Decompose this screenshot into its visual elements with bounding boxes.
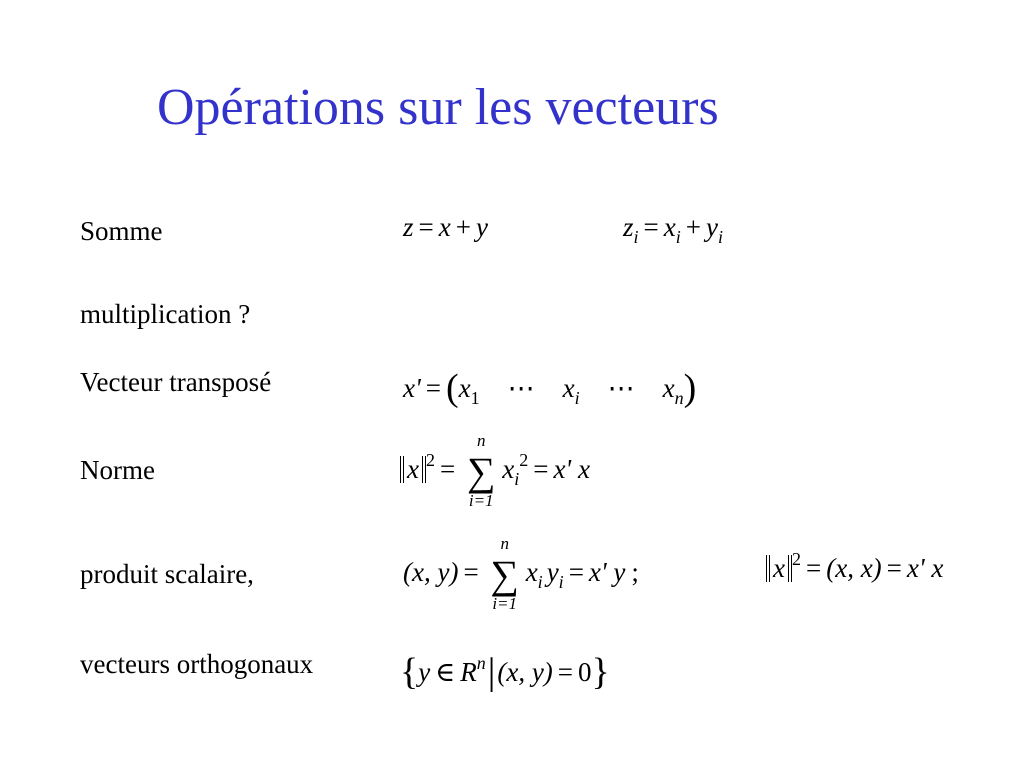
label-transpose: Vecteur transposé [80,367,272,397]
orth-bar: | [487,651,496,693]
sumc-plus: + [685,212,701,242]
dot-rhs: x' y [588,557,626,588]
dot-sigma-symbol: ∑ [490,552,519,597]
normdot-bars [766,555,792,582]
orth-in: ∈ [435,657,456,687]
norm-term: x [502,454,515,485]
norm-sigma-symbol: ∑ [466,449,496,494]
tr-eq: = [425,373,441,403]
sumc-a-sub: i [675,227,681,247]
sum-a: x [438,212,451,242]
norm-eq1: = [439,454,456,485]
dot-sigma [488,534,522,613]
orth-close: } [591,651,610,693]
dot-semicolon: ; [631,557,639,588]
formula-sum [403,214,488,241]
sumc-a: x [663,212,676,242]
norm-eq2: = [533,454,549,485]
dot-term-a: x [525,557,538,588]
label-orthogonaux: vecteurs orthogonaux [80,649,314,679]
norm-term-sub: i [514,469,520,490]
tr-x1: x [458,373,471,403]
normdot-rhs: x' x [906,553,944,583]
orth-space: R [460,657,477,687]
sumc-eq: = [643,212,659,242]
dot-sigma-lower: i=1 [492,594,518,613]
norm-sigma-upper: n [476,431,486,450]
tr-xi-sub: i [574,388,580,408]
norm-sigma-lower: i=1 [468,491,494,510]
dot-eq1: = [463,557,479,588]
normdot-eq3: = [805,553,822,583]
sumc-lhs: z [623,212,634,242]
tr-xn: x [662,373,675,403]
tr-dots2: ⋯ [607,373,635,403]
sum-lhs: z [403,212,414,242]
formula-transpose [403,366,697,409]
orth-zero: 0 [578,657,592,687]
sumc-lhs-sub: i [633,227,639,247]
norm-term-exp: 2 [519,450,529,471]
dot-sigma-upper: n [500,534,509,553]
label-scalaire: produit scalaire, [80,559,254,589]
norm-rhs: x' x [553,454,590,485]
dot-eq2: = [568,557,584,588]
orth-eq: = [557,657,574,687]
orth-var: y [418,657,431,687]
normdot-exp: 2 [791,549,801,569]
tr-lhs: x' [403,373,421,403]
tr-close: ) [683,367,697,409]
tr-dots1: ⋯ [507,373,535,403]
label-somme: Somme [80,216,163,246]
sum-b: y [475,212,488,242]
tr-xn-sub: n [674,388,684,408]
formula-norm [400,431,590,510]
formula-orthogonal [400,650,610,693]
sumc-b-sub: i [717,227,723,247]
formula-sum-component [623,212,723,247]
normdot-eq4: = [886,553,902,583]
sum-eq: = [418,212,434,242]
formula-norm-dot [766,549,944,583]
dot-lhs: (x, y) [403,557,459,588]
label-norme: Norme [80,455,155,485]
formula-dot-product [403,534,639,613]
sum-plus: + [455,212,471,242]
slide-title: Opérations sur les vecteurs [157,79,719,136]
orth-space-exp: n [476,653,486,673]
tr-xi: x [562,373,575,403]
tr-open: ( [446,367,459,409]
tr-x1-sub: 1 [470,388,480,408]
norm-x: x [407,454,419,485]
sumc-b: y [706,212,718,242]
normdot-pair: (x, x) [826,553,882,583]
norm-sigma [464,431,498,510]
norm-exp: 2 [425,450,435,471]
dot-term-a-sub: i [537,572,543,593]
label-multiplication: multiplication ? [80,299,251,329]
dot-term-b: y [546,557,559,588]
normdot-x: x [773,553,785,583]
orth-open: { [400,651,419,693]
norm-bars [400,456,426,483]
dot-term-b-sub: i [558,572,564,593]
orth-cond: (x, y) [497,657,553,687]
